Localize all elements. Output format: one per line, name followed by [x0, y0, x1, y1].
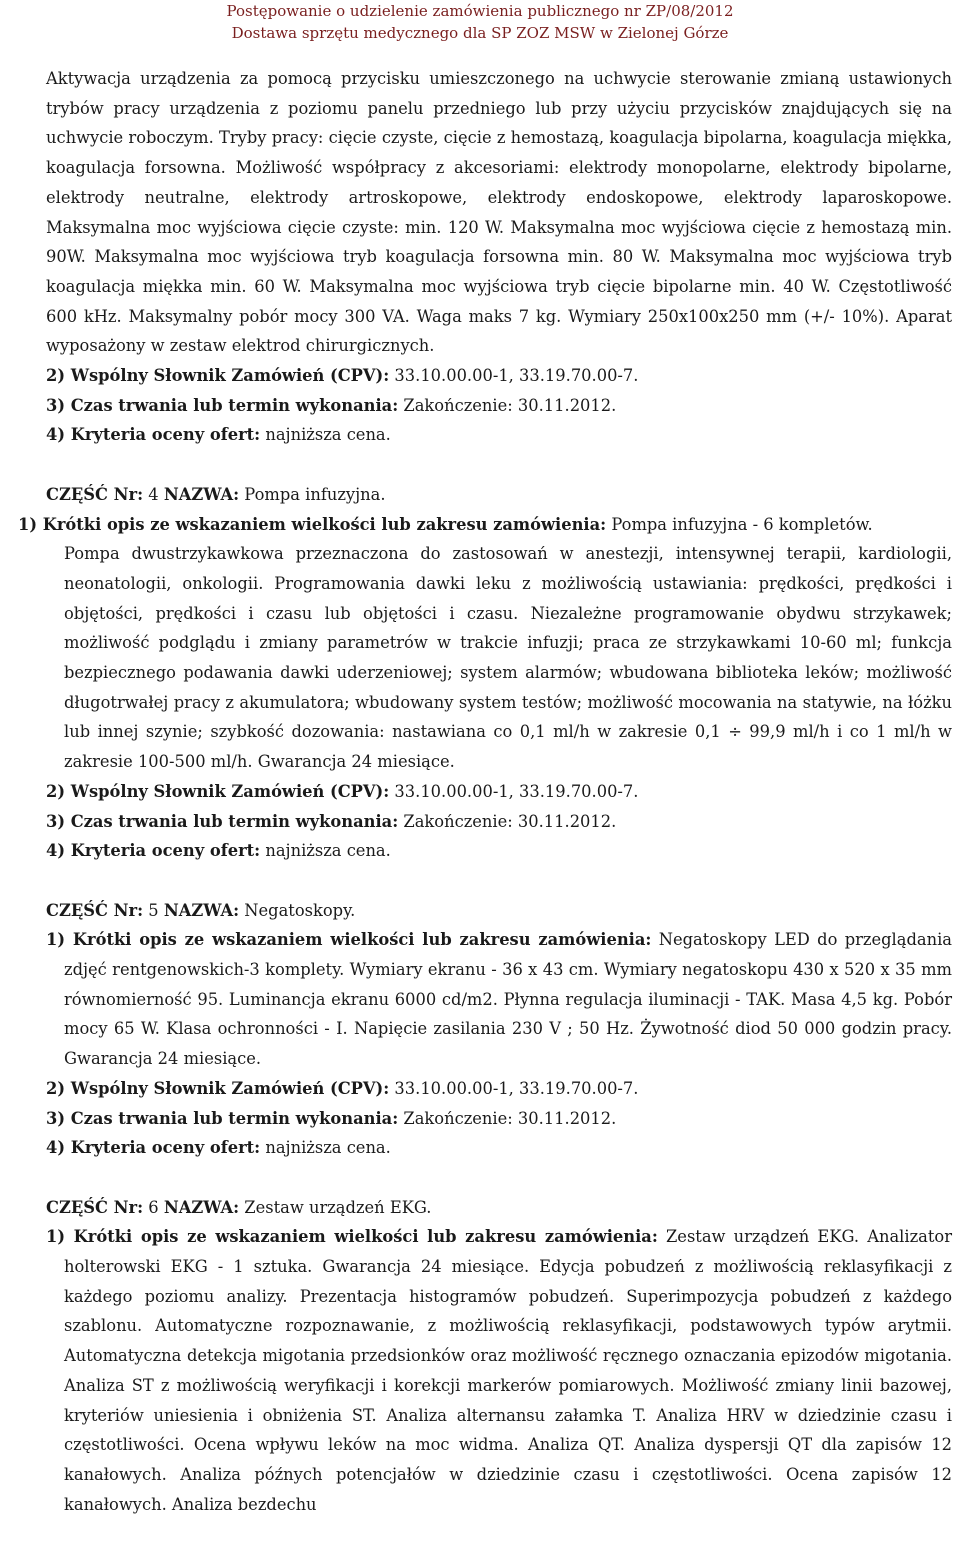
part6-number: 6	[143, 1197, 164, 1217]
part4-desc-body: Pompa dwustrzykawkowa przeznaczona do zastosowań w anestezji, intensywnej terapii, kardiologii, neonatologii, onkologii. Programowania dawki leku z możliwością ustawiania: prędkości, prędkości i objętości, prędkości i czasu lub objętości i czasu. Niezależne programowanie obydwu strzykawek; możliwość podglądu i zmiany parametrów w trakcie infuzji; praca ze strzykawkami 10-60 ml; funkcja bezpiecznego podawania dawki uderzeniowej; system alarmów; wbudowana biblioteka leków; możliwość długotrwałej pracy z akumulatora; wbudowany system testów; możliwość mocowania na statywie, na łóżku lub innej szynie; szybkość dozowania: nastawiana co 0,1 ml/h w zakresie 0,1 ÷ 99,9 ml/h i co 1 ml/h w zakresie 100-500 ml/h. Gwarancja 24 miesiące.	[64, 544, 952, 772]
cpv-line	[18, 361, 952, 391]
part4-heading	[18, 480, 952, 510]
criteria-value: najniższa cena.	[260, 841, 391, 861]
part5-name: Negatoskopy.	[239, 900, 356, 920]
cpv-value: 33.10.00.00-1, 33.19.70.00-7.	[389, 366, 639, 386]
page-header	[0, 0, 960, 46]
part6-name-label: NAZWA:	[163, 1197, 240, 1217]
part6-description	[18, 1222, 952, 1519]
part5-cpv-line	[18, 1074, 952, 1104]
cpv-label: 2) Wspólny Słownik Zamówień (CPV):	[46, 781, 390, 801]
criteria-value: najniższa cena.	[260, 1138, 391, 1158]
part5-number: 5	[143, 900, 164, 920]
document-body	[0, 46, 960, 1519]
spacer	[18, 450, 952, 480]
part4-desc-label: 1) Krótki opis ze wskazaniem wielkości lub zakresu zamówienia:	[18, 514, 607, 534]
part5-part-label: CZĘŚĆ Nr:	[46, 900, 144, 920]
term-value: Zakończenie: 30.11.2012.	[398, 811, 617, 831]
term-label: 3) Czas trwania lub termin wykonania:	[46, 395, 399, 415]
part4-name: Pompa infuzyjna.	[239, 484, 386, 504]
part5-criteria-line	[18, 1133, 952, 1163]
criteria-label: 4) Kryteria oceny ofert:	[46, 425, 261, 445]
part5-heading	[18, 896, 952, 926]
criteria-label: 4) Kryteria oceny ofert:	[46, 1138, 261, 1158]
part6-heading	[18, 1193, 952, 1223]
part5-description	[18, 925, 952, 1074]
part5-desc: Negatoskopy LED do przeglądania zdjęć rentgenowskich-3 komplety. Wymiary ekranu - 36 x 43 cm. Wymiary negatoskopu 430 x 520 x 35 mm równomierność 95. Luminancja ekranu 6000 cd/m2. Płynna regulacja iluminacji - TAK. Masa 4,5 kg. Pobór mocy 65 W. Klasa ochronności - I. Napięcie zasilania 230 V ; 50 Hz. Żywotność diod 50 000 godzin pracy. Gwarancja 24 miesiące.	[64, 930, 952, 1069]
part5-name-label: NAZWA:	[163, 900, 240, 920]
term-label: 3) Czas trwania lub termin wykonania:	[46, 1108, 399, 1128]
part5-desc-label: 1) Krótki opis ze wskazaniem wielkości lub zakresu zamówienia:	[46, 930, 652, 950]
part5-term-line	[18, 1104, 952, 1134]
part4-number: 4	[143, 484, 164, 504]
part6-part-label: CZĘŚĆ Nr:	[46, 1197, 144, 1217]
term-line	[18, 391, 952, 421]
criteria-value: najniższa cena.	[260, 425, 391, 445]
term-label: 3) Czas trwania lub termin wykonania:	[46, 811, 399, 831]
part4-description	[18, 510, 952, 540]
intro-paragraph: Aktywacja urządzenia za pomocą przycisku umieszczonego na uchwycie sterowanie zmianą ustawionych trybów pracy urządzenia z poziomu panelu przedniego lub przy użyciu przycisków znajdujących się na uchwycie roboczym. Tryby pracy: cięcie czyste, cięcie z hemostazą, koagulacja bipolarna, koagulacja miękka, koagulacja forsowna. Możliwość współpracy z akcesoriami: elektrody monopolarne, elektrody bipolarne, elektrody neutralne, elektrody artroskopowe, elektrody endoskopowe, elektrody laparoskopowe. Maksymalna moc wyjściowa cięcie czyste: min. 120 W. Maksymalna moc wyjściowa cięcie z hemostazą min. 90W. Maksymalna moc wyjściowa tryb koagulacja forsowna min. 80 W. Maksymalna moc wyjściowa tryb koagulacja miękka min. 60 W. Maksymalna moc wyjściowa tryb cięcie bipolarne min. 40 W. Częstotliwość 600 kHz. Maksymalny pobór mocy 300 VA. Waga maks 7 kg. Wymiary 250x100x250 mm (+/- 10%). Aparat wyposażony w zestaw elektrod chirurgicznych.	[46, 69, 952, 356]
part6-desc: Zestaw urządzeń EKG. Analizator holterowski EKG - 1 sztuka. Gwarancja 24 miesiące. Edycja pobudzeń z możliwością reklasyfikacji z każdego poziomu analizy. Prezentacja histogramów pobudzeń. Superimpozycja pobudzeń z każdego szablonu. Automatyczne rozpoznawanie, z możliwością reklasyfikacji, podstawowych typów arytmii. Automatyczna detekcja migotania przedsionków oraz możliwość ręcznego oznaczania epizodów migotania. Analiza ST z możliwością weryfikacji i korekcji markerów pomiarowych. Możliwość zmiany linii bazowej, kryteriów uniesienia i obniżenia ST. Analiza alternansu załamka T. Analiza HRV w dziedzinie czasu i częstotliwości. Ocena wpływu leków na moc widma. Analiza QT. Analiza dyspersji QT dla zapisów 12 kanałowych. Analiza późnych potencjałów w dziedzinie czasu i częstotliwości. Ocena zapisów 12 kanałowych. Analiza bezdechu	[64, 1227, 952, 1514]
criteria-line	[18, 420, 952, 450]
term-value: Zakończenie: 30.11.2012.	[398, 1108, 617, 1128]
cpv-value: 33.10.00.00-1, 33.19.70.00-7.	[389, 1078, 639, 1098]
part4-name-label: NAZWA:	[163, 484, 240, 504]
part4-criteria-line	[18, 836, 952, 866]
cpv-label: 2) Wspólny Słownik Zamówień (CPV):	[46, 1078, 390, 1098]
part4-term-line	[18, 807, 952, 837]
part6-name: Zestaw urządzeń EKG.	[239, 1197, 432, 1217]
criteria-label: 4) Kryteria oceny ofert:	[46, 841, 261, 861]
part4-part-label: CZĘŚĆ Nr:	[46, 484, 144, 504]
header-subtitle: Dostawa sprzętu medycznego dla SP ZOZ MSW w Zielonej Górze	[231, 24, 729, 42]
cpv-value: 33.10.00.00-1, 33.19.70.00-7.	[389, 781, 639, 801]
header-title: Postępowanie o udzielenie zamówienia publicznego nr ZP/08/2012	[226, 2, 734, 20]
part4-cpv-line	[18, 777, 952, 807]
cpv-label: 2) Wspólny Słownik Zamówień (CPV):	[46, 366, 390, 386]
spacer	[18, 866, 952, 896]
part6-desc-label: 1) Krótki opis ze wskazaniem wielkości lub zakresu zamówienia:	[46, 1227, 658, 1247]
part4-desc-head: Pompa infuzyjna - 6 kompletów.	[606, 514, 873, 534]
spacer	[18, 1163, 952, 1193]
term-value: Zakończenie: 30.11.2012.	[398, 395, 617, 415]
